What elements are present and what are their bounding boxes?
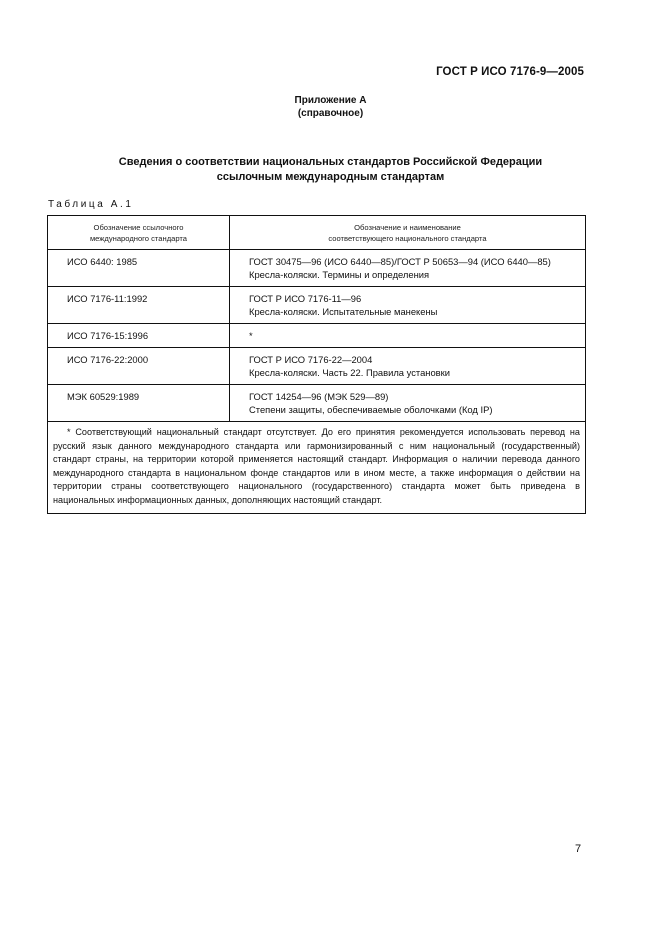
annex-heading: [0, 94, 661, 120]
international-standard-cell: ИСО 7176-15:1996: [48, 324, 230, 348]
annex-subtitle: (справочное): [297, 108, 364, 119]
footnote-cell: [48, 422, 586, 514]
section-title-line-2: ссылочным международным стандартам: [216, 171, 445, 183]
national-standard-code: ГОСТ 30475—96 (ИСО 6440—85)/ГОСТ Р 50653—94 (ИСО 6440—85): [249, 256, 551, 267]
national-standard-cell: [230, 324, 586, 348]
national-standard-cell: [230, 287, 586, 324]
header-national-standard: [230, 216, 586, 250]
annex-title: Приложение А: [294, 95, 367, 106]
international-standard-cell: ИСО 7176-22:2000: [48, 348, 230, 385]
table-label: Таблица А.1: [48, 199, 134, 210]
footnote-marker: *: [249, 330, 253, 341]
table-row: [48, 287, 586, 324]
header-col1-line-2: международного стандарта: [89, 234, 188, 243]
national-standard-title: Кресла-коляски. Испытательные манекены: [249, 306, 438, 317]
international-standard-cell: МЭК 60529:1989: [48, 385, 230, 422]
page-number: 7: [575, 843, 582, 855]
header-col2-line-2: соответствующего национального стандарта: [328, 234, 487, 243]
international-standard-cell: ИСО 7176-11:1992: [48, 287, 230, 324]
section-title-line-1: Сведения о соответствии национальных стандартов Российской Федерации: [118, 156, 543, 168]
national-standard-title: Степени защиты, обеспечиваемые оболочками (Код IP): [249, 404, 493, 415]
international-standard-cell: ИСО 6440: 1985: [48, 250, 230, 287]
national-standard-code: ГОСТ 14254—96 (МЭК 529—89): [249, 391, 389, 402]
table-row: [48, 324, 586, 348]
table-row: [48, 385, 586, 422]
table-row: [48, 250, 586, 287]
national-standard-cell: [230, 250, 586, 287]
national-standard-title: Кресла-коляски. Термины и определения: [249, 269, 430, 280]
national-standard-code: ГОСТ Р ИСО 7176-22—2004: [249, 354, 373, 365]
header-international-standard: [48, 216, 230, 250]
header-col1-line-1: Обозначение ссылочного: [93, 223, 184, 232]
table-row: [48, 348, 586, 385]
correspondence-table: [47, 215, 586, 514]
national-standard-cell: [230, 385, 586, 422]
header-col2-line-1: Обозначение и наименование: [354, 223, 461, 232]
section-title: [0, 155, 661, 185]
footnote-row: [48, 422, 586, 514]
national-standard-code: ГОСТ Р ИСО 7176-11—96: [249, 293, 362, 304]
national-standard-title: Кресла-коляски. Часть 22. Правила установки: [249, 367, 451, 378]
document-code: ГОСТ Р ИСО 7176-9—2005: [436, 66, 584, 78]
table-header-row: [48, 216, 586, 250]
table-footnote: * Соответствующий национальный стандарт отсутствует. До его принятия рекомендуется использовать перевод на русский язык данного международного стандарта или гармонизированный с ним национальный (государственный) стандарт страны, на территории которой применяется настоящий стандарт. Информация о наличии перевода данного международного стандарта в национальном фонде стандартов или в ином месте, а также информация о действии на территории страны соответствующего национального (государственного) стандарта может быть приведена в национальных информационных данных, дополняющих настоящий стандарт.: [53, 427, 580, 505]
national-standard-cell: [230, 348, 586, 385]
